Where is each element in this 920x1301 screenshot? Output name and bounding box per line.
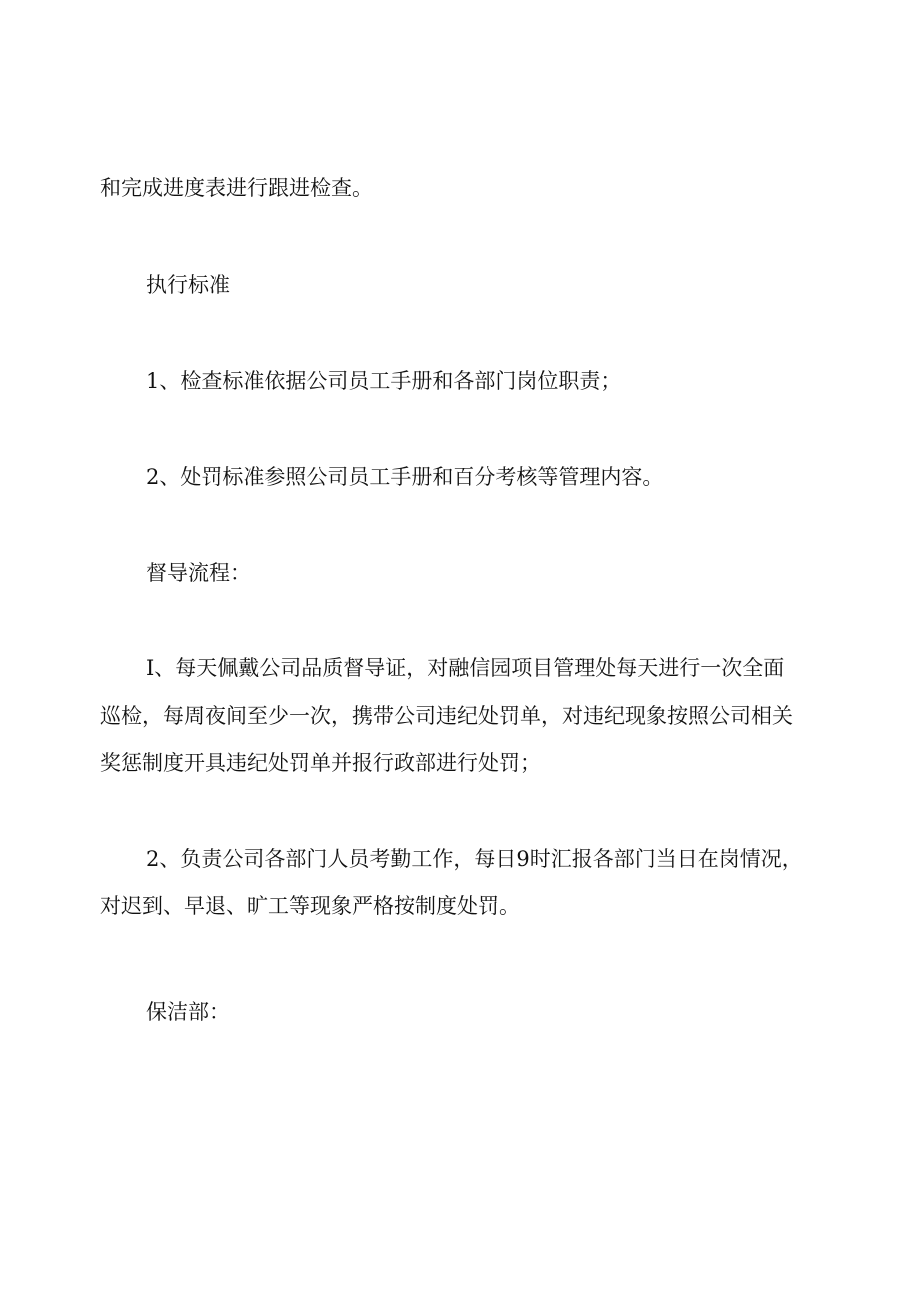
paragraph-continuation: 和完成进度表进行跟进检查。 <box>100 176 373 200</box>
process-item-1-line-1: I、每天佩戴公司品质督导证，对融信园项目管理处每天进行一次全面 <box>146 656 785 680</box>
section-heading-supervision-process: 督导流程： <box>146 561 251 585</box>
section-heading-execution-standard: 执行标准 <box>146 273 230 297</box>
process-item-1-line-2: 巡检，每周夜间至少一次，携带公司违纪处罚单，对违纪现象按照公司相关 <box>100 704 793 728</box>
standard-item-1: 1、检查标准依据公司员工手册和各部门岗位职责； <box>146 369 622 393</box>
standard-item-2: 2、处罚标准参照公司员工手册和百分考核等管理内容。 <box>146 465 664 489</box>
process-item-2-line-1: 2、负责公司各部门人员考勤工作，每日9时汇报各部门当日在岗情况， <box>146 847 803 871</box>
process-item-1-line-3: 奖惩制度开具违纪处罚单并报行政部进行处罚； <box>100 751 541 775</box>
process-item-2-line-2: 对迟到、早退、旷工等现象严格按制度处罚。 <box>100 894 520 918</box>
section-heading-cleaning-department: 保洁部： <box>146 1000 230 1024</box>
